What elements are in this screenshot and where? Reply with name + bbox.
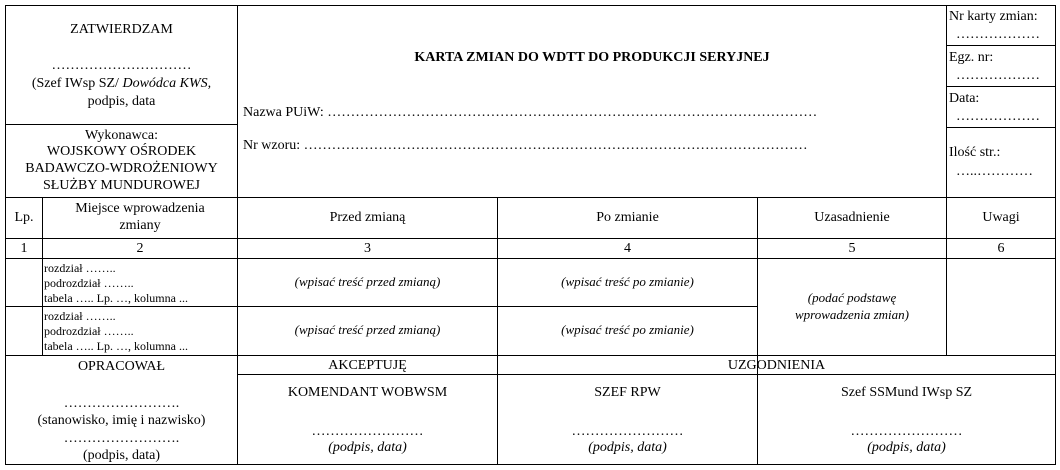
agreements-title: UZGODNIENIA bbox=[727, 358, 826, 373]
contractor-label: Wykonawca: bbox=[84, 128, 158, 143]
column-number-6: 6 bbox=[997, 241, 1005, 256]
column-header-after: Po zmianie bbox=[596, 210, 659, 225]
column-header-before: Przed zmianą bbox=[329, 210, 406, 225]
model-label: Nr wzoru: bbox=[243, 138, 301, 153]
prepared-dots-1: ……………………. bbox=[63, 396, 180, 411]
approval-role-italic: Dowódca KWS, bbox=[122, 76, 212, 91]
row2-subchapter: podrozdział …….. bbox=[44, 324, 134, 338]
prepared-sign: (podpis, data) bbox=[83, 448, 160, 463]
column-header-notes: Uwagi bbox=[982, 210, 1020, 225]
column-header-justification: Uzasadnienie bbox=[814, 210, 890, 225]
pages-dots: …..………… bbox=[956, 164, 1033, 179]
column-header-lp: Lp. bbox=[14, 210, 34, 225]
puiw-dots: …………………………………………………………………………………………… bbox=[327, 105, 818, 120]
row1-before: (wpisać treść przed zmianą) bbox=[294, 274, 441, 289]
contractor-line2: BADAWCZO-WDROŻENIOWY bbox=[25, 161, 218, 176]
row1-chapter: rozdział …….. bbox=[44, 261, 116, 275]
date-label: Data: bbox=[949, 91, 980, 106]
column-header-location-1: Miejsce wprowadzenia bbox=[75, 201, 205, 216]
pages-label: Ilość str.: bbox=[949, 145, 1001, 160]
signer-commander-dots: …………………… bbox=[311, 424, 424, 439]
justification-line2: wprowadzenia zmian) bbox=[795, 307, 909, 322]
card-number-label: Nr karty zmian: bbox=[949, 9, 1038, 24]
date-dots: ……………… bbox=[956, 109, 1040, 124]
model-field bbox=[243, 138, 808, 154]
row1-subchapter: podrozdział …….. bbox=[44, 276, 134, 290]
copy-number-dots: ……………… bbox=[956, 68, 1040, 83]
approval-title: ZATWIERDZAM bbox=[70, 22, 173, 37]
signer-commander-sign: (podpis, data) bbox=[328, 440, 407, 455]
accept-title: AKCEPTUJĘ bbox=[328, 358, 407, 373]
column-number-3: 3 bbox=[364, 241, 371, 256]
column-number-1: 1 bbox=[20, 241, 28, 256]
row2-table-ref: tabela ….. Lp. …, kolumna ... bbox=[44, 339, 188, 353]
card-number-dots: ……………… bbox=[956, 27, 1040, 42]
signer-rpw-sign: (podpis, data) bbox=[588, 440, 667, 455]
contractor-line3: SŁUŻBY MUNDUROWEJ bbox=[43, 178, 200, 193]
row1-after: (wpisać treść po zmianie) bbox=[561, 274, 694, 289]
row2-after: (wpisać treść po zmianie) bbox=[561, 322, 694, 337]
prepared-title: OPRACOWAŁ bbox=[77, 359, 166, 374]
contractor-line1: WOJSKOWY OŚRODEK bbox=[46, 144, 197, 159]
approval-dots: ………………………… bbox=[51, 58, 192, 73]
column-number-2: 2 bbox=[136, 241, 144, 256]
approval-role-prefix: (Szef IWsp SZ/ bbox=[31, 76, 123, 91]
approval-role bbox=[6, 76, 237, 92]
puiw-field bbox=[243, 105, 817, 121]
row1-table-ref: tabela ….. Lp. …, kolumna ... bbox=[44, 291, 188, 305]
column-header-location-2: zmiany bbox=[119, 218, 161, 233]
justification-line1: (podać podstawę bbox=[807, 290, 897, 305]
row2-chapter: rozdział …….. bbox=[44, 309, 116, 323]
column-number-4: 4 bbox=[624, 241, 631, 256]
signer-ssmund-sign: (podpis, data) bbox=[867, 440, 946, 455]
model-dots: ……………………………………………………………………………………………… bbox=[303, 138, 808, 153]
row2-before: (wpisać treść przed zmianą) bbox=[294, 322, 441, 337]
column-number-5: 5 bbox=[848, 241, 856, 256]
prepared-dots-2: ……………………. bbox=[63, 431, 180, 446]
signer-ssmund-dots: …………………… bbox=[850, 424, 963, 439]
puiw-label: Nazwa PUiW: bbox=[243, 105, 324, 120]
approval-sign: podpis, data bbox=[87, 94, 156, 109]
signer-rpw-dots: …………………… bbox=[571, 424, 684, 439]
signer-ssmund: Szef SSMund IWsp SZ bbox=[840, 385, 973, 400]
document-title: KARTA ZMIAN DO WDTT DO PRODUKCJI SERYJNEJ bbox=[414, 50, 770, 65]
prepared-role: (stanowisko, imię i nazwisko) bbox=[37, 413, 206, 428]
signer-rpw: SZEF RPW bbox=[594, 385, 661, 400]
signer-commander: KOMENDANT WOBWSM bbox=[287, 385, 448, 400]
copy-number-label: Egz. nr: bbox=[949, 50, 994, 65]
